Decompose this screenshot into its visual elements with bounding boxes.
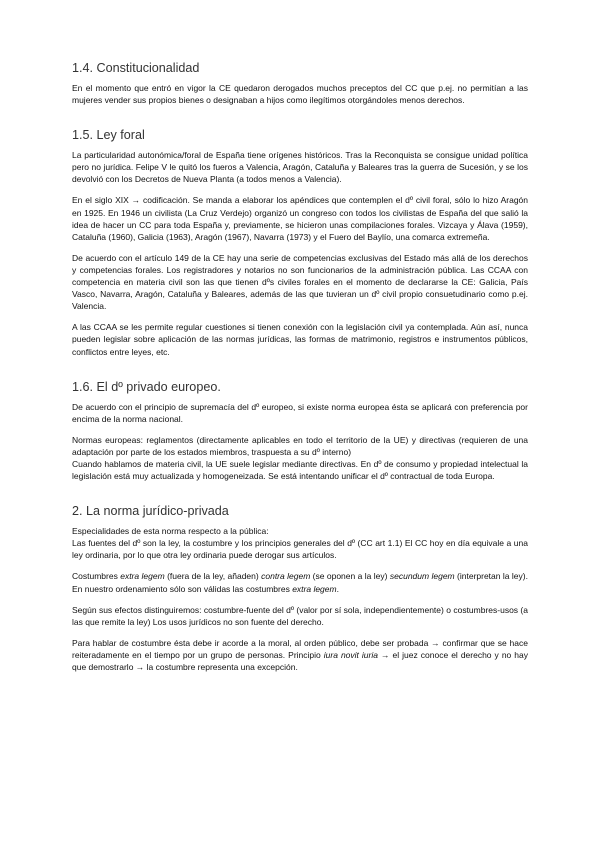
text-line: A las CCAA se les permite regular cuestiones si tienen conexión con la legislación civil ya contemplada. Aún así, nunca pueden legislar sobre aplicación de las normas jurídicas, las formas de matrimonio, registros e instrumentos públicos, conflictos entre leyes, etc. [72,322,528,357]
text-run: . [336,583,339,594]
text-line: De acuerdo con el artículo 149 de la CE hay una serie de competencias exclusivas del Estado más allá de los derechos y competencias forales. Los registradores y notarios no son funcionarios de la administración pública. Las CCAA con competencia en materia civil son las que tienen dºs civiles forales en el momento de declararse la CE: Galicia, País Vasco, Navarra, Aragón, Cataluña y Baleares, además de las que tuvieran un dº civil propio consuetudinario como p.ej. Valencia. [72,252,528,312]
text-line: En el momento que entró en vigor la CE quedaron derogados muchos preceptos del CC que p.ej. no permitían a las mujeres vender sus propios bienes o designaban a hijos como ilegítimos otorgándoles menos derechos. [72,83,528,106]
text-line: Según sus efectos distinguiremos: costumbre-fuente del dº (valor por sí sola, independientemente) o costumbres-usos (a las que remite la ley) Los usos jurídicos no son fuente del derecho. [72,604,528,627]
paragraph [72,401,528,425]
latin-term: contra legem [261,571,311,582]
document-page [72,60,528,682]
moral-paragraph [72,637,528,673]
text-run: → el juez conoce el derecho y no hay que demostrarlo → la costumbre representa una excepción. [72,649,528,672]
text-line: La particularidad autonómica/foral de España tiene orígenes históricos. Tras la Reconquista se consigue unidad política pero no jurídica. Felipe V le quitó los fueros a Valencia, Aragón, Cataluña y Baleares tras la guerra de Sucesión, y se los devolvió con los Decretos de Nueva Planta (a todos menos a Valencia). [72,150,528,185]
section-heading: 2. La norma jurídico-privada [72,504,229,519]
text-run: Costumbres [72,571,121,582]
paragraph [72,149,528,185]
paragraph [72,321,528,357]
section-heading: 1.4. Constitucionalidad [72,61,200,75]
text-run: (fuera de la ley, añaden) [164,571,262,582]
section-heading: 1.6. El dº privado europeo. [72,379,221,394]
section-heading: 1.5. Ley foral [72,128,145,143]
paragraph [72,252,528,312]
paragraph [72,434,528,482]
text-run: (interpretan la ley). En nuestro ordenamiento sólo son válidas las costumbres [72,571,528,594]
latin-term: secundum legem [389,571,455,582]
paragraph [72,604,528,628]
latin-term: extra legem [292,583,337,594]
text-run: (se oponen a la ley) [310,571,390,582]
text-line: Cuando hablamos de materia civil, la UE suele legislar mediante directivas. En dº de consumo y propiedad intelectual la legislación está muy actualizada y homogeneizada. Se está intentando unificar el dº contractual de toda Europa. [72,458,528,482]
text-run: Para hablar de costumbre ésta debe ir acorde a la moral, al orden público, debe ser probada → confirmar que se hace reiteradamente en el tiempo por un grupo de personas. Principio [72,637,528,660]
paragraph [72,525,528,561]
latin-term: extra legem [120,571,165,582]
paragraph [72,194,528,242]
text-line: Las fuentes del dº son la ley, la costumbre y los principios generales del dº (CC art 1.1) El CC hoy en día equivale a una ley ordinaria, por lo que otra ley ordinaria puede derogar sus artículos. [72,538,528,561]
paragraph [72,82,528,106]
latin-term: iura novit iuria [323,649,378,660]
costumbres-paragraph [72,570,528,594]
paragraph [72,637,528,673]
text-line: En el siglo XIX → codificación. Se manda a elaborar los apéndices que contemplen el dº civil foral, sólo lo hizo Aragón en 1925. En 1946 un civilista (La Cruz Verdejo) organizó un congreso con todos los civilistas de España del que salió la idea de hacer un CC para toda España y, previamente, se hicieron unas compilaciones forales. Vizcaya y Álava (1959), Cataluña (1960), Galicia (1963), Aragón (1967), Navarra (1973) y el Fuero del Baylío, una comarca extremeña. [72,195,528,242]
text-line: Especialidades de esta norma respecto a la pública: [72,526,269,537]
text-line: Normas europeas: reglamentos (directamente aplicables en todo el territorio de la UE) y directivas (requieren de una adaptación por parte de los estados miembros, traspuesta a su dº interno) [72,434,528,457]
text-line: De acuerdo con el principio de supremacía del dº europeo, si existe norma europea ésta se aplicará con preferencia por encima de la norma nacional. [72,401,528,424]
paragraph [72,570,528,594]
